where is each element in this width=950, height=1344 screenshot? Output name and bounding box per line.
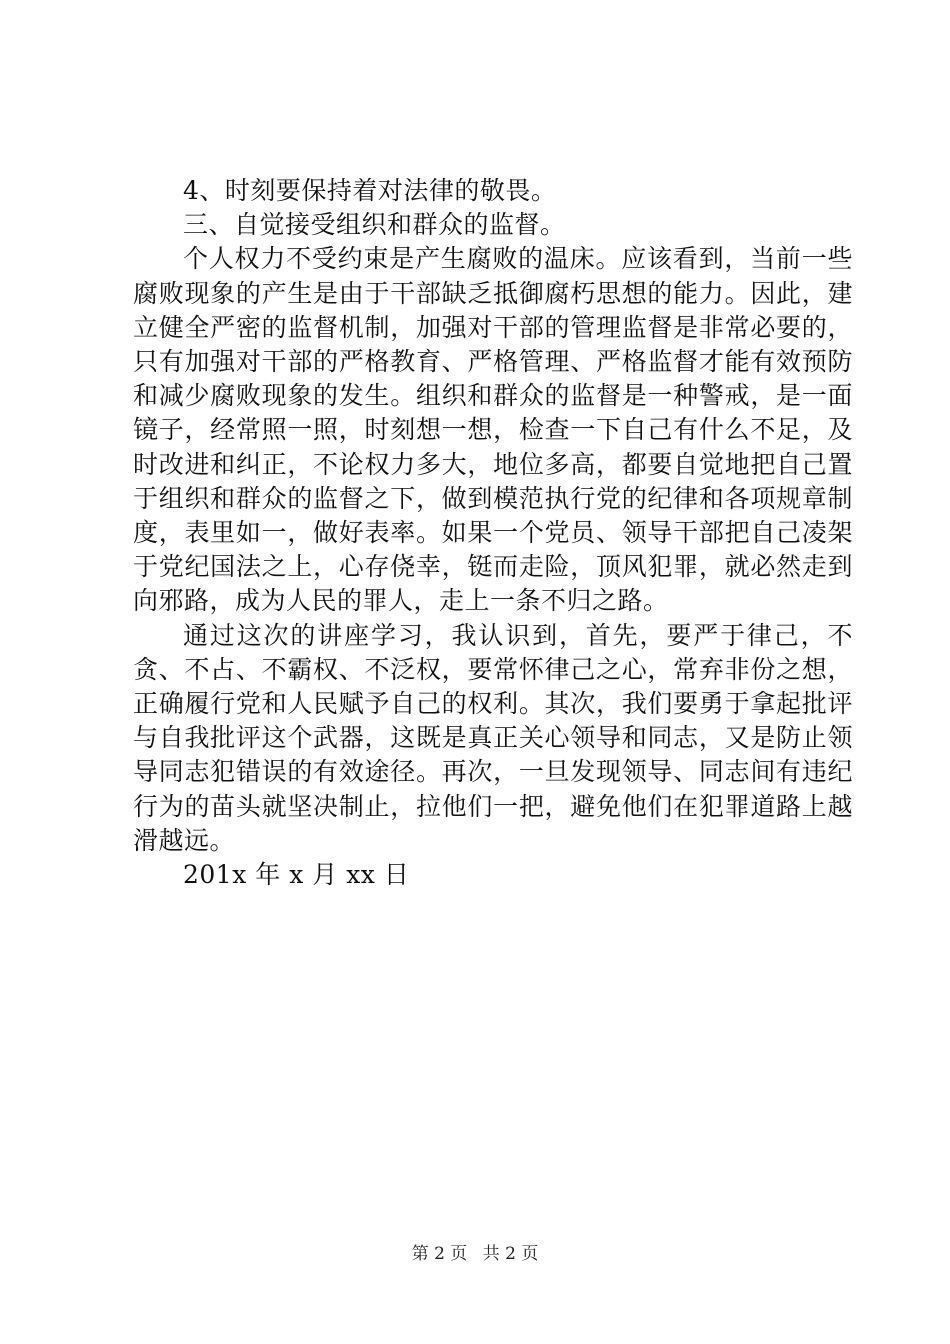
paragraph-conclusion: 通过这次的讲座学习，我认识到，首先，要严于律己，不贪、不占、不霸权、不泛权，要常怀律己之心，常弃非份之想，正确履行党和人民赋予自己的权利。其次，我们要勇于拿起批评与自我批评这个武器，这既是真正关心领导和同志，又是防止领导同志犯错误的有效途径。再次，一旦发现领导、同志间有违纪行为的苗头就坚决制止，拉他们一把，避免他们在犯罪道路上越滑越远。 xyxy=(133,620,853,855)
document-body xyxy=(133,174,853,892)
page-total: 共 2 页 xyxy=(482,1244,539,1264)
page-number: 第 2 页 xyxy=(411,1244,468,1264)
list-item-respect-law: 4、时刻要保持着对法律的敬畏。 xyxy=(183,176,557,205)
document-date: 201x 年 x 月 xx 日 xyxy=(183,860,410,890)
section-heading-supervision: 三、自觉接受组织和群众的监督。 xyxy=(183,210,566,240)
paragraph-supervision-body: 个人权力不受约束是产生腐败的温床。应该看到，当前一些腐败现象的产生是由于干部缺乏抵御腐朽思想的能力。因此，建立健全严密的监督机制，加强对干部的管理监督是非常必要的，只有加强对干部的严格教育、严格管理、严格监督才能有效预防和减少腐败现象的发生。组织和群众的监督是一种警戒，是一面镜子，经常照一照，时刻想一想，检查一下自己有什么不足，及时改进和纠正，不论权力多大，地位多高，都要自觉地把自己置于组织和群众的监督之下，做到模范执行党的纪律和各项规章制度，表里如一，做好表率。如果一个党员、领导干部把自己凌架于党纪国法之上，心存侥幸，铤而走险，顶风犯罪，就必然走到向邪路，成为人民的罪人，走上一条不归之路。 xyxy=(133,244,853,616)
page-footer xyxy=(0,1243,950,1265)
